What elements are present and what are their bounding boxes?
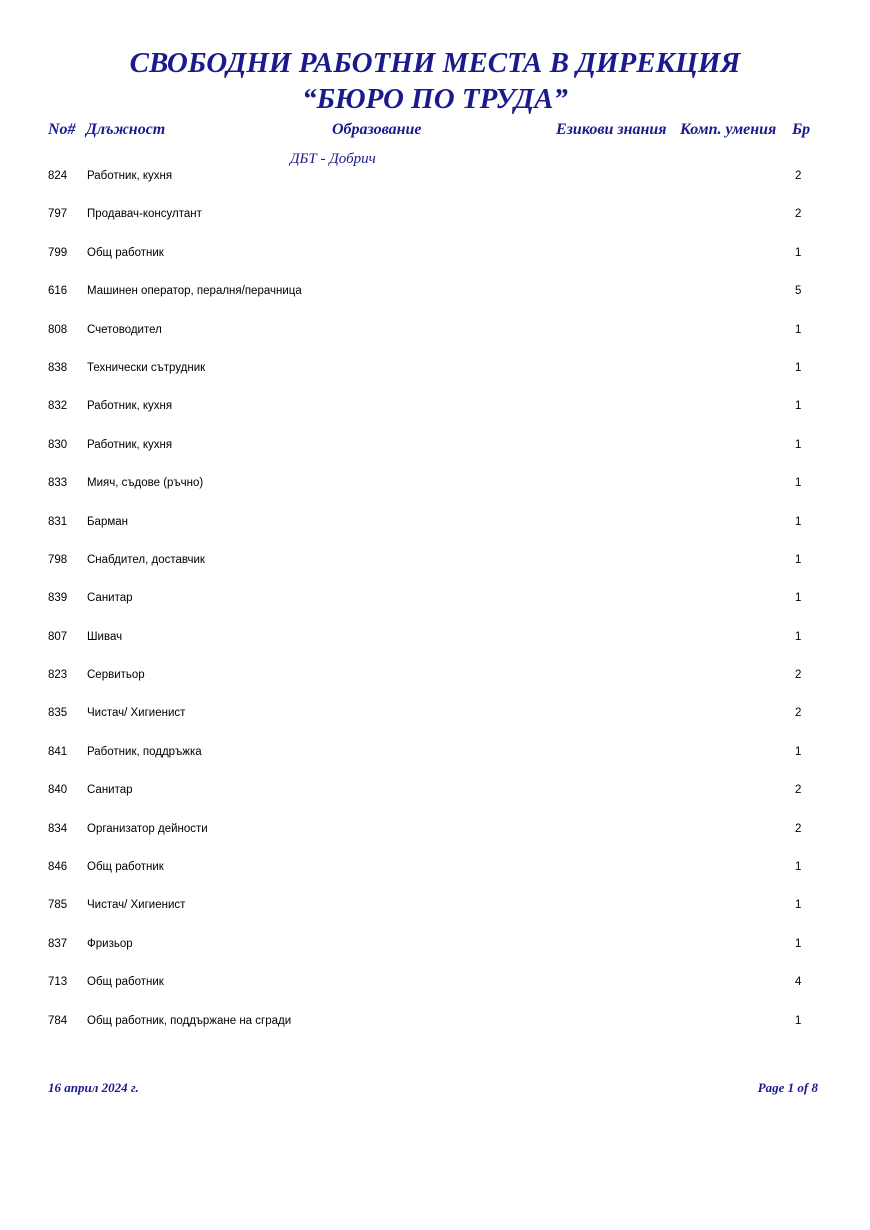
table-row <box>0 512 870 550</box>
row-number: 798 <box>48 553 68 566</box>
row-count: 1 <box>795 1014 802 1027</box>
column-header-education: Образование <box>332 121 422 138</box>
table-row <box>0 320 870 358</box>
table-row <box>0 857 870 895</box>
row-count: 1 <box>795 553 802 566</box>
row-count: 1 <box>795 323 802 336</box>
table-row <box>0 243 870 281</box>
row-position: Санитар <box>87 592 133 605</box>
row-position: Шивач <box>87 630 123 643</box>
table-row <box>0 819 870 857</box>
row-position: Санитар <box>87 784 133 797</box>
row-number: 832 <box>48 400 68 413</box>
row-count: 1 <box>795 937 802 950</box>
row-count: 1 <box>795 592 802 605</box>
row-count: 1 <box>795 361 802 374</box>
row-number: 830 <box>48 438 68 451</box>
table-row <box>0 627 870 665</box>
row-count: 2 <box>795 822 802 835</box>
table-row <box>0 204 870 242</box>
row-position: Работник, поддръжка <box>87 745 202 758</box>
row-position: Работник, кухня <box>87 438 173 451</box>
row-position: Чистач/ Хигиенист <box>87 899 186 912</box>
document-title-line1: СВОБОДНИ РАБОТНИ МЕСТА В ДИРЕКЦИЯ <box>129 47 741 79</box>
table-row <box>0 780 870 818</box>
row-number: 838 <box>48 361 68 374</box>
table-row <box>0 972 870 1010</box>
row-position: Организатор дейности <box>87 822 208 835</box>
row-number: 846 <box>48 861 68 874</box>
row-position: Счетоводител <box>87 323 162 336</box>
row-position: Чистач/ Хигиенист <box>87 707 186 720</box>
column-header-count: Бр <box>792 121 811 138</box>
row-count: 2 <box>795 784 802 797</box>
row-position: Мияч, съдове (ръчно) <box>87 477 204 490</box>
row-count: 1 <box>795 515 802 528</box>
footer-page-number: Page 1 of 8 <box>757 1080 818 1095</box>
row-position: Фризьор <box>87 937 133 950</box>
row-position: Машинен оператор, пералня/перачница <box>87 285 302 298</box>
row-count: 2 <box>795 707 802 720</box>
table-row <box>0 166 870 204</box>
row-position: Общ работник <box>87 246 164 259</box>
row-position: Работник, кухня <box>87 400 173 413</box>
row-position: Общ работник, поддържане на сгради <box>87 1014 292 1027</box>
row-number: 784 <box>48 1014 68 1027</box>
row-count: 4 <box>795 976 802 989</box>
row-count: 1 <box>795 899 802 912</box>
row-count: 5 <box>795 285 802 298</box>
document-title-line2: “БЮРО ПО ТРУДА” <box>302 83 568 115</box>
table-row <box>0 1011 870 1049</box>
row-number: 834 <box>48 822 68 835</box>
row-number: 713 <box>48 976 68 989</box>
table-row <box>0 358 870 396</box>
row-number: 808 <box>48 323 68 336</box>
row-number: 785 <box>48 899 68 912</box>
table-row <box>0 742 870 780</box>
row-count: 1 <box>795 400 802 413</box>
row-position: Сервитьор <box>87 669 145 682</box>
row-position: Технически сътрудник <box>87 361 206 374</box>
column-header-computer-skills: Комп. умения <box>680 121 777 138</box>
row-number: 824 <box>48 170 68 182</box>
table-row <box>0 703 870 741</box>
table-row <box>0 895 870 933</box>
table-body <box>0 166 870 1049</box>
row-position: Снабдител, доставчик <box>87 553 205 566</box>
row-position: Продавач-консултант <box>87 208 202 221</box>
row-number: 616 <box>48 285 68 298</box>
row-count: 2 <box>795 170 802 182</box>
row-number: 837 <box>48 937 68 950</box>
column-header-languages: Езикови знания <box>556 121 667 138</box>
row-count: 1 <box>795 246 802 259</box>
row-count: 1 <box>795 745 802 758</box>
row-position: Общ работник <box>87 976 164 989</box>
row-count: 1 <box>795 630 802 643</box>
table-row <box>0 550 870 588</box>
row-number: 840 <box>48 784 68 797</box>
table-row <box>0 473 870 511</box>
row-count: 2 <box>795 208 802 221</box>
table-row <box>0 435 870 473</box>
row-position: Работник, кухня <box>87 170 173 182</box>
row-number: 841 <box>48 745 68 758</box>
table-row <box>0 665 870 703</box>
row-position: Барман <box>87 515 128 528</box>
row-position: Общ работник <box>87 861 164 874</box>
row-number: 839 <box>48 592 68 605</box>
row-number: 831 <box>48 515 68 528</box>
row-number: 823 <box>48 669 68 682</box>
table-row <box>0 588 870 626</box>
row-number: 797 <box>48 208 68 221</box>
row-count: 1 <box>795 477 802 490</box>
table-row <box>0 281 870 319</box>
row-count: 2 <box>795 669 802 682</box>
row-number: 807 <box>48 630 68 643</box>
row-number: 799 <box>48 246 68 259</box>
row-count: 1 <box>795 438 802 451</box>
footer-date: 16 април 2024 г. <box>48 1080 139 1095</box>
table-row <box>0 396 870 434</box>
group-label: ДБТ - Добрич <box>290 151 376 167</box>
row-number: 835 <box>48 707 68 720</box>
column-header-position: Длъжност <box>86 121 166 138</box>
row-number: 833 <box>48 477 68 490</box>
column-header-no: No# <box>48 121 76 138</box>
row-count: 1 <box>795 861 802 874</box>
table-row <box>0 934 870 972</box>
